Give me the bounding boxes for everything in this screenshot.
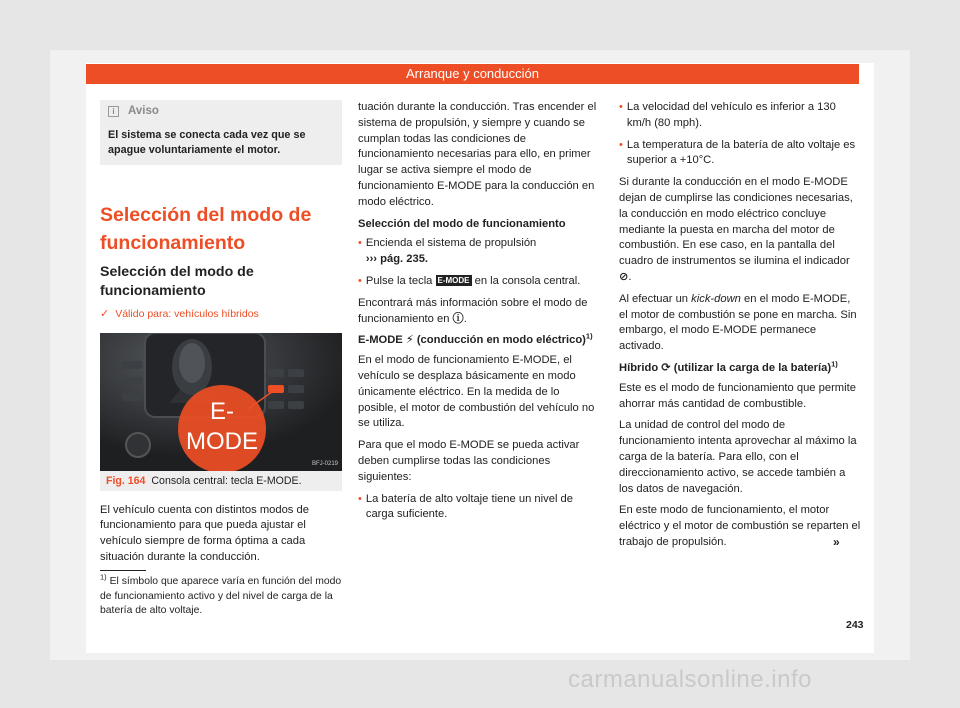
page-reference-link[interactable]: ››› pág. 235. xyxy=(365,253,429,266)
hybrid-paragraph: La unidad de control del modo de funcionamiento intenta aprovechar al máximo la carga de la batería. Para ello, con el direccionamiento activo, se accede también a los datos de navegación. xyxy=(619,419,857,495)
emode-car-icon: ⚡ xyxy=(405,334,414,347)
list-item xyxy=(358,492,601,524)
subsection-title: Selección del modo de funcionamiento xyxy=(100,263,254,299)
figure-ref-code: BFJ-0219 xyxy=(311,460,338,467)
emode-button-line2: MODE xyxy=(186,427,258,455)
engine-indicator-icon: ⊘ xyxy=(619,270,629,283)
checkmark-icon: ✓ xyxy=(100,307,110,320)
hybrid-paragraph: En este modo de funcionamiento, el motor eléctrico y el motor de combustión se reparten el trabajo de propulsión. xyxy=(619,504,861,548)
kickdown-post: en el modo E-MODE, el motor de combustión se pone en marcha. Sin embargo, el modo E-MODE permanece activado. xyxy=(619,292,857,353)
footnote-marker: 1) xyxy=(100,572,107,582)
intro-continuation: tuación durante la conducción. Tras encender el sistema de propulsión, y siempre y cuando se cumplan todas las condiciones de funcionamiento necesarias para ello, en primer lugar se activa siempre el modo de funcionamiento E-MODE para la conducción en modo eléctrico. xyxy=(358,101,597,208)
bullet-text: en la consola central. xyxy=(474,274,581,287)
notice-header xyxy=(108,104,334,120)
list-item xyxy=(358,236,601,268)
bullet-text: Pulse la tecla xyxy=(365,274,433,287)
figure-caption xyxy=(100,471,342,491)
emode-button-line1: E- xyxy=(210,397,234,425)
footnote xyxy=(100,572,342,619)
footnote-text: El símbolo que aparece varía en función del modo de funcionamiento activo y del nivel de carga de la batería de alto voltaje. xyxy=(100,576,342,616)
list-item xyxy=(619,100,862,132)
notice-text: El sistema se conecta cada vez que se apague voluntariamente el motor. xyxy=(108,128,306,156)
footnote-divider xyxy=(100,570,146,571)
console-illustration xyxy=(100,333,342,471)
continue-arrow-icon: » xyxy=(833,535,840,549)
kickdown-paragraph xyxy=(619,292,862,355)
kickdown-pre: Al efectuar un xyxy=(619,292,689,305)
validity-note xyxy=(100,307,342,323)
footnote-ref: 1) xyxy=(585,331,593,341)
watermark: carmanualsonline.info xyxy=(568,666,812,693)
page-number: 243 xyxy=(846,619,864,631)
bullet-text: Encienda el sistema de propulsión xyxy=(365,237,537,250)
emode-key-icon: E-MODE xyxy=(437,275,470,285)
bullet-dot: • xyxy=(619,138,623,151)
figure-number: Fig. 164 xyxy=(106,474,146,487)
console-figure xyxy=(100,333,342,471)
bullet-dot: • xyxy=(358,274,362,287)
fallback-paragraph: Si durante la conducción en el modo E-MODE dejan de cumplirse las condiciones necesarias, la conducción en modo eléctrico concluye mediante la puesta en marcha del motor de combustión. En ese caso, en la pantalla del cuadro de instrumentos se ilumina el indicador ⊘. xyxy=(619,175,862,286)
emode-heading-label: E-MODE xyxy=(358,334,403,347)
column-left xyxy=(100,100,342,572)
bullet-dot: • xyxy=(358,237,362,250)
emode-paragraph: En el modo de funcionamiento E-MODE, el vehículo se desplaza básicamente en modo únicamente eléctrico. En la medida de lo posible, el motor de combustión del vehículo no se utiliza. xyxy=(358,354,595,430)
footnote-ref: 1) xyxy=(831,359,838,369)
bullet-text: La batería de alto voltaje tiene un nivel de carga suficiente. xyxy=(365,492,573,521)
notice-title: Aviso xyxy=(128,105,159,117)
figure-caption-text: Consola central: tecla E-MODE. xyxy=(151,474,302,487)
more-info-paragraph: Encontrará más información sobre el modo de funcionamiento en ⓘ. xyxy=(358,296,601,328)
intro-paragraph: El vehículo cuenta con distintos modos de funcionamiento para que pueda ajustar el vehículo siempre de forma óptima a cada situación durante la conducción. xyxy=(100,503,309,563)
hybrid-paragraph: Este es el modo de funcionamiento que permite ahorrar más cantidad de combustible. xyxy=(619,381,856,410)
column-middle xyxy=(358,100,601,529)
hybrid-cycle-icon: ⟳ xyxy=(661,361,671,374)
section-title: Selección del modo de funcionamiento xyxy=(100,203,312,254)
list-item xyxy=(358,274,601,290)
kickdown-term: kick-down xyxy=(691,292,741,305)
bullet-dot: • xyxy=(619,101,623,113)
column-right xyxy=(619,100,862,557)
notice-box xyxy=(100,100,342,165)
emode-conditions: Para que el modo E-MODE se pueda activar deben cumplirse todas las condiciones siguientes: xyxy=(358,439,580,483)
bullet-dot: • xyxy=(358,492,362,505)
emode-heading-text: (conducción en modo eléctrico) xyxy=(416,334,586,347)
hybrid-heading-text: (utilizar la carga de la batería) xyxy=(673,361,832,374)
more-info-text: Encontrará más información sobre el modo de funcionamiento en xyxy=(358,296,588,325)
validity-text: Válido para: vehículos híbridos xyxy=(115,307,259,320)
bullet-text: La velocidad del vehículo es inferior a 130 km/h (80 mph). xyxy=(626,101,836,129)
fallback-text: Si durante la conducción en el modo E-MODE dejan de cumplirse las condiciones necesarias, la conducción en modo eléctrico concluye mediante la puesta en marcha del motor de combustión. En ese caso, en la pantalla del cuadro de instrumentos se ilumina el indicador xyxy=(619,176,853,268)
emode-heading xyxy=(358,333,601,349)
chapter-header: Arranque y conducción xyxy=(86,64,859,84)
info-circle-icon: ⓘ xyxy=(452,312,464,325)
hybrid-heading xyxy=(619,361,862,377)
hybrid-heading-label: Híbrido xyxy=(619,361,659,374)
list-item xyxy=(619,138,862,170)
info-icon: i xyxy=(108,106,119,117)
bullet-text: La temperatura de la batería de alto voltaje es superior a +10°C. xyxy=(626,138,856,167)
selection-heading: Selección del modo de funcionamiento xyxy=(358,217,566,230)
